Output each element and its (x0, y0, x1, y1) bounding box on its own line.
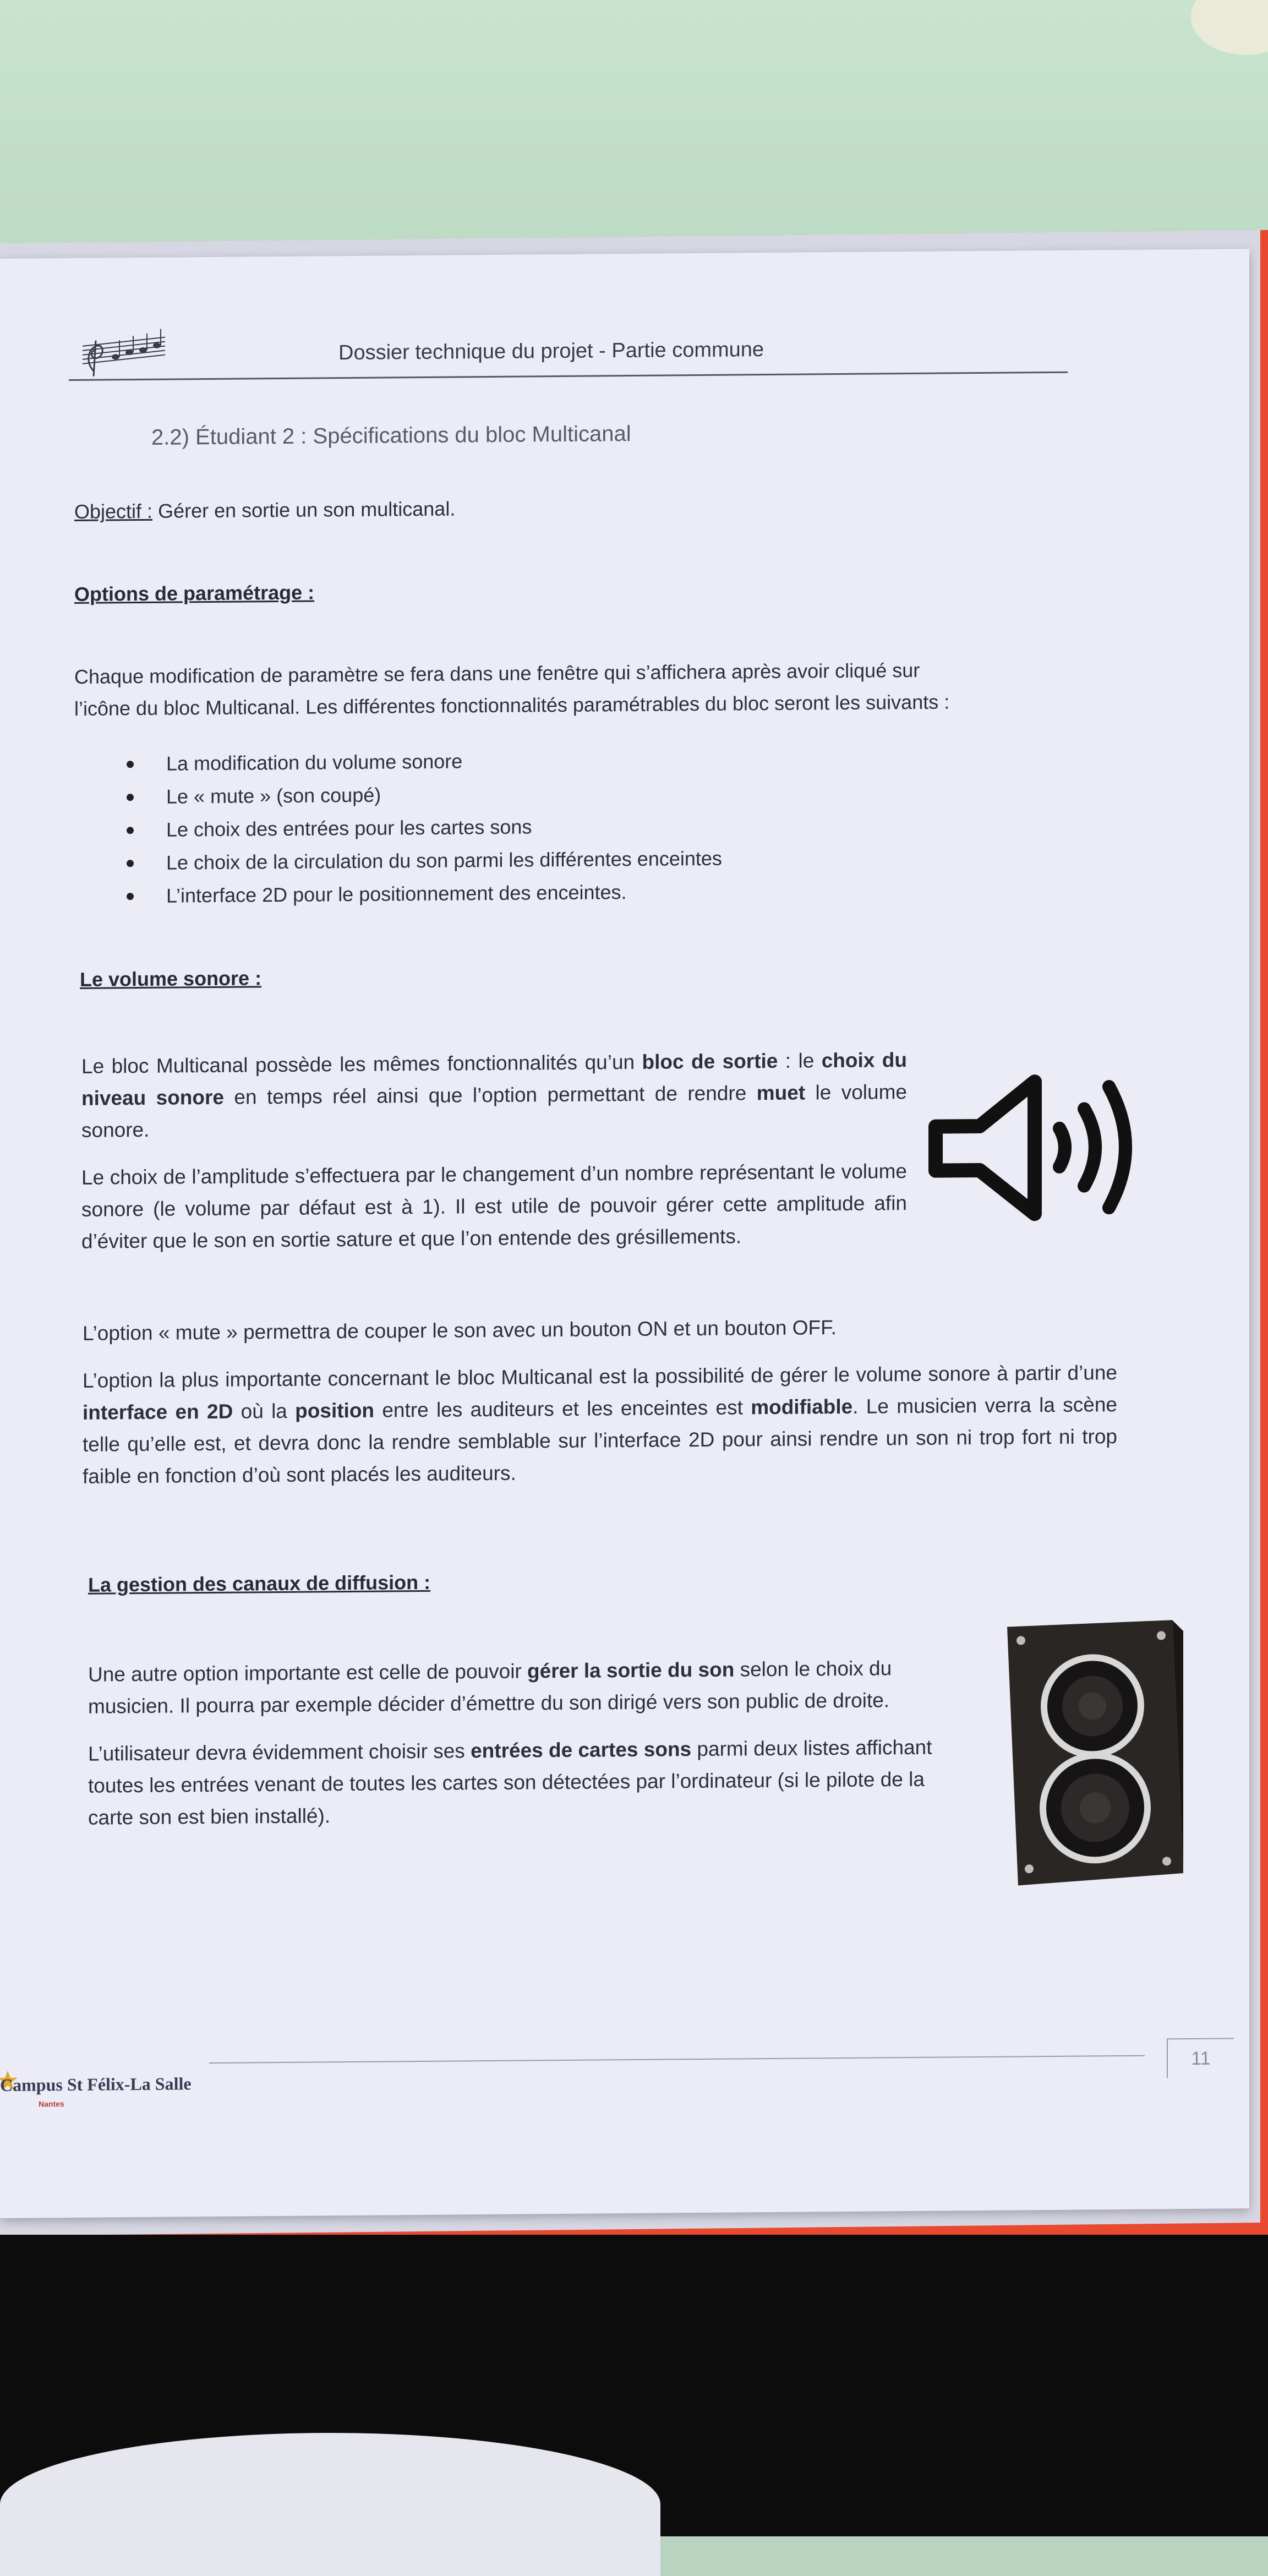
objective-line (74, 498, 455, 523)
objective-text: Gérer en sortie un son multicanal. (152, 497, 456, 522)
footer-brand: Campus St Félix-La Salle (0, 2073, 192, 2095)
volume-paragraphs-wide (83, 1309, 1117, 1508)
volume-p4-e: entre les auditeurs et les enceintes est (374, 1396, 751, 1422)
hifi-speaker-icon (996, 1614, 1189, 1891)
volume-p4-g: . Le musicien verra la scène telle qu’elle est, et devra donc la rendre semblable sur l’interface 2D pour ainsi rendre un son ni trop fort ni trop faible en fonction d’où sont placés les auditeurs. (83, 1393, 1117, 1488)
volume-p1-c: : le (778, 1049, 822, 1072)
volume-p1 (81, 1044, 907, 1147)
volume-p4-d: position (295, 1399, 375, 1422)
channels-p2-b: entrées de cartes sons (471, 1738, 692, 1762)
volume-p4-a: L’option la plus importante concernant le bloc Multicanal est la possibilité de gérer le volume sonore à partir d’une (83, 1361, 1117, 1392)
footer-brand-sub: Nantes (39, 2099, 64, 2109)
channels-p2-a: L’utilisateur devra évidemment choisir ses (88, 1739, 471, 1765)
header-divider (69, 372, 1068, 381)
list-item: Le choix des entrées pour les cartes sons (127, 809, 722, 847)
volume-p1-e: en temps réel ainsi que l’option permettant de rendre (223, 1082, 757, 1109)
options-list (127, 743, 722, 913)
section-heading: 2.2) Étudiant 2 : Spécifications du bloc Multicanal (151, 421, 631, 450)
volume-p4-f: modifiable (751, 1395, 853, 1419)
volume-p4 (83, 1357, 1117, 1493)
channels-heading: La gestion des canaux de diffusion : (88, 1570, 431, 1596)
objective-label: Objectif : (74, 499, 153, 523)
channels-p1-c: selon le choix du musicien. Il pourra par exemple décider d’émettre du son dirigé vers son public de droite. (88, 1657, 892, 1718)
document-page (0, 249, 1249, 2218)
volume-p1-d: choix du niveau sonore (81, 1049, 907, 1110)
fabric (0, 2433, 660, 2576)
volume-p2: Le choix de l’amplitude s’effectuera par le changement d’un nombre représentant le volume sonore (le volume par défaut est à 1). Il est utile de pouvoir gérer cette amplitude afin d’éviter que le son en sortie sature et que l’on entende des grésillements. (81, 1160, 907, 1253)
music-staff-icon (72, 323, 182, 379)
channels-p1-a: Une autre option importante est celle de pouvoir (88, 1660, 528, 1686)
volume-p1-b: bloc de sortie (642, 1049, 778, 1073)
list-item: Le choix de la circulation du son parmi les différentes enceintes (127, 842, 722, 880)
volume-p3: L’option « mute » permettra de couper le son avec un bouton ON et un bouton OFF. (83, 1316, 837, 1345)
list-item: Le « mute » (son coupé) (127, 776, 722, 814)
options-intro-line1: Chaque modification de paramètre se fera dans une fenêtre qui s’affichera après avoir cliqué sur (74, 658, 920, 688)
list-item: L’interface 2D pour le positionnement des enceintes. (127, 875, 722, 913)
speaker-volume-icon (925, 1065, 1156, 1231)
list-item: La modification du volume sonore (127, 743, 722, 781)
volume-paragraphs (81, 1044, 907, 1273)
channels-paragraphs (88, 1652, 969, 1849)
volume-p4-c: où la (233, 1399, 296, 1423)
channels-p2 (88, 1731, 969, 1834)
page-number: 11 (1167, 2038, 1234, 2078)
volume-p4-b: interface en 2D (83, 1400, 233, 1424)
volume-heading: Le volume sonore : (80, 967, 262, 991)
options-heading: Options de paramétrage : (74, 581, 315, 605)
channels-p2-c: parmi deux listes affichant toutes les entrées venant de toutes les cartes son détectées par l’ordinateur (si le pilote de la carte son est bien installé). (88, 1735, 932, 1829)
channels-p1 (88, 1652, 969, 1723)
header-title: Dossier technique du projet - Partie commune (338, 338, 764, 365)
options-intro-line2: l’icône du bloc Multicanal. Les différentes fonctionnalités paramétrables du bloc seront les suivants : (74, 690, 950, 720)
footer-divider (209, 2055, 1145, 2064)
channels-p1-b: gérer la sortie du son (527, 1658, 735, 1683)
volume-p1-f: muet (756, 1081, 806, 1105)
volume-p1-g: le volume sonore. (81, 1080, 907, 1142)
volume-p1-a: Le bloc Multicanal possède les mêmes fonctionnalités qu’un (81, 1050, 642, 1078)
